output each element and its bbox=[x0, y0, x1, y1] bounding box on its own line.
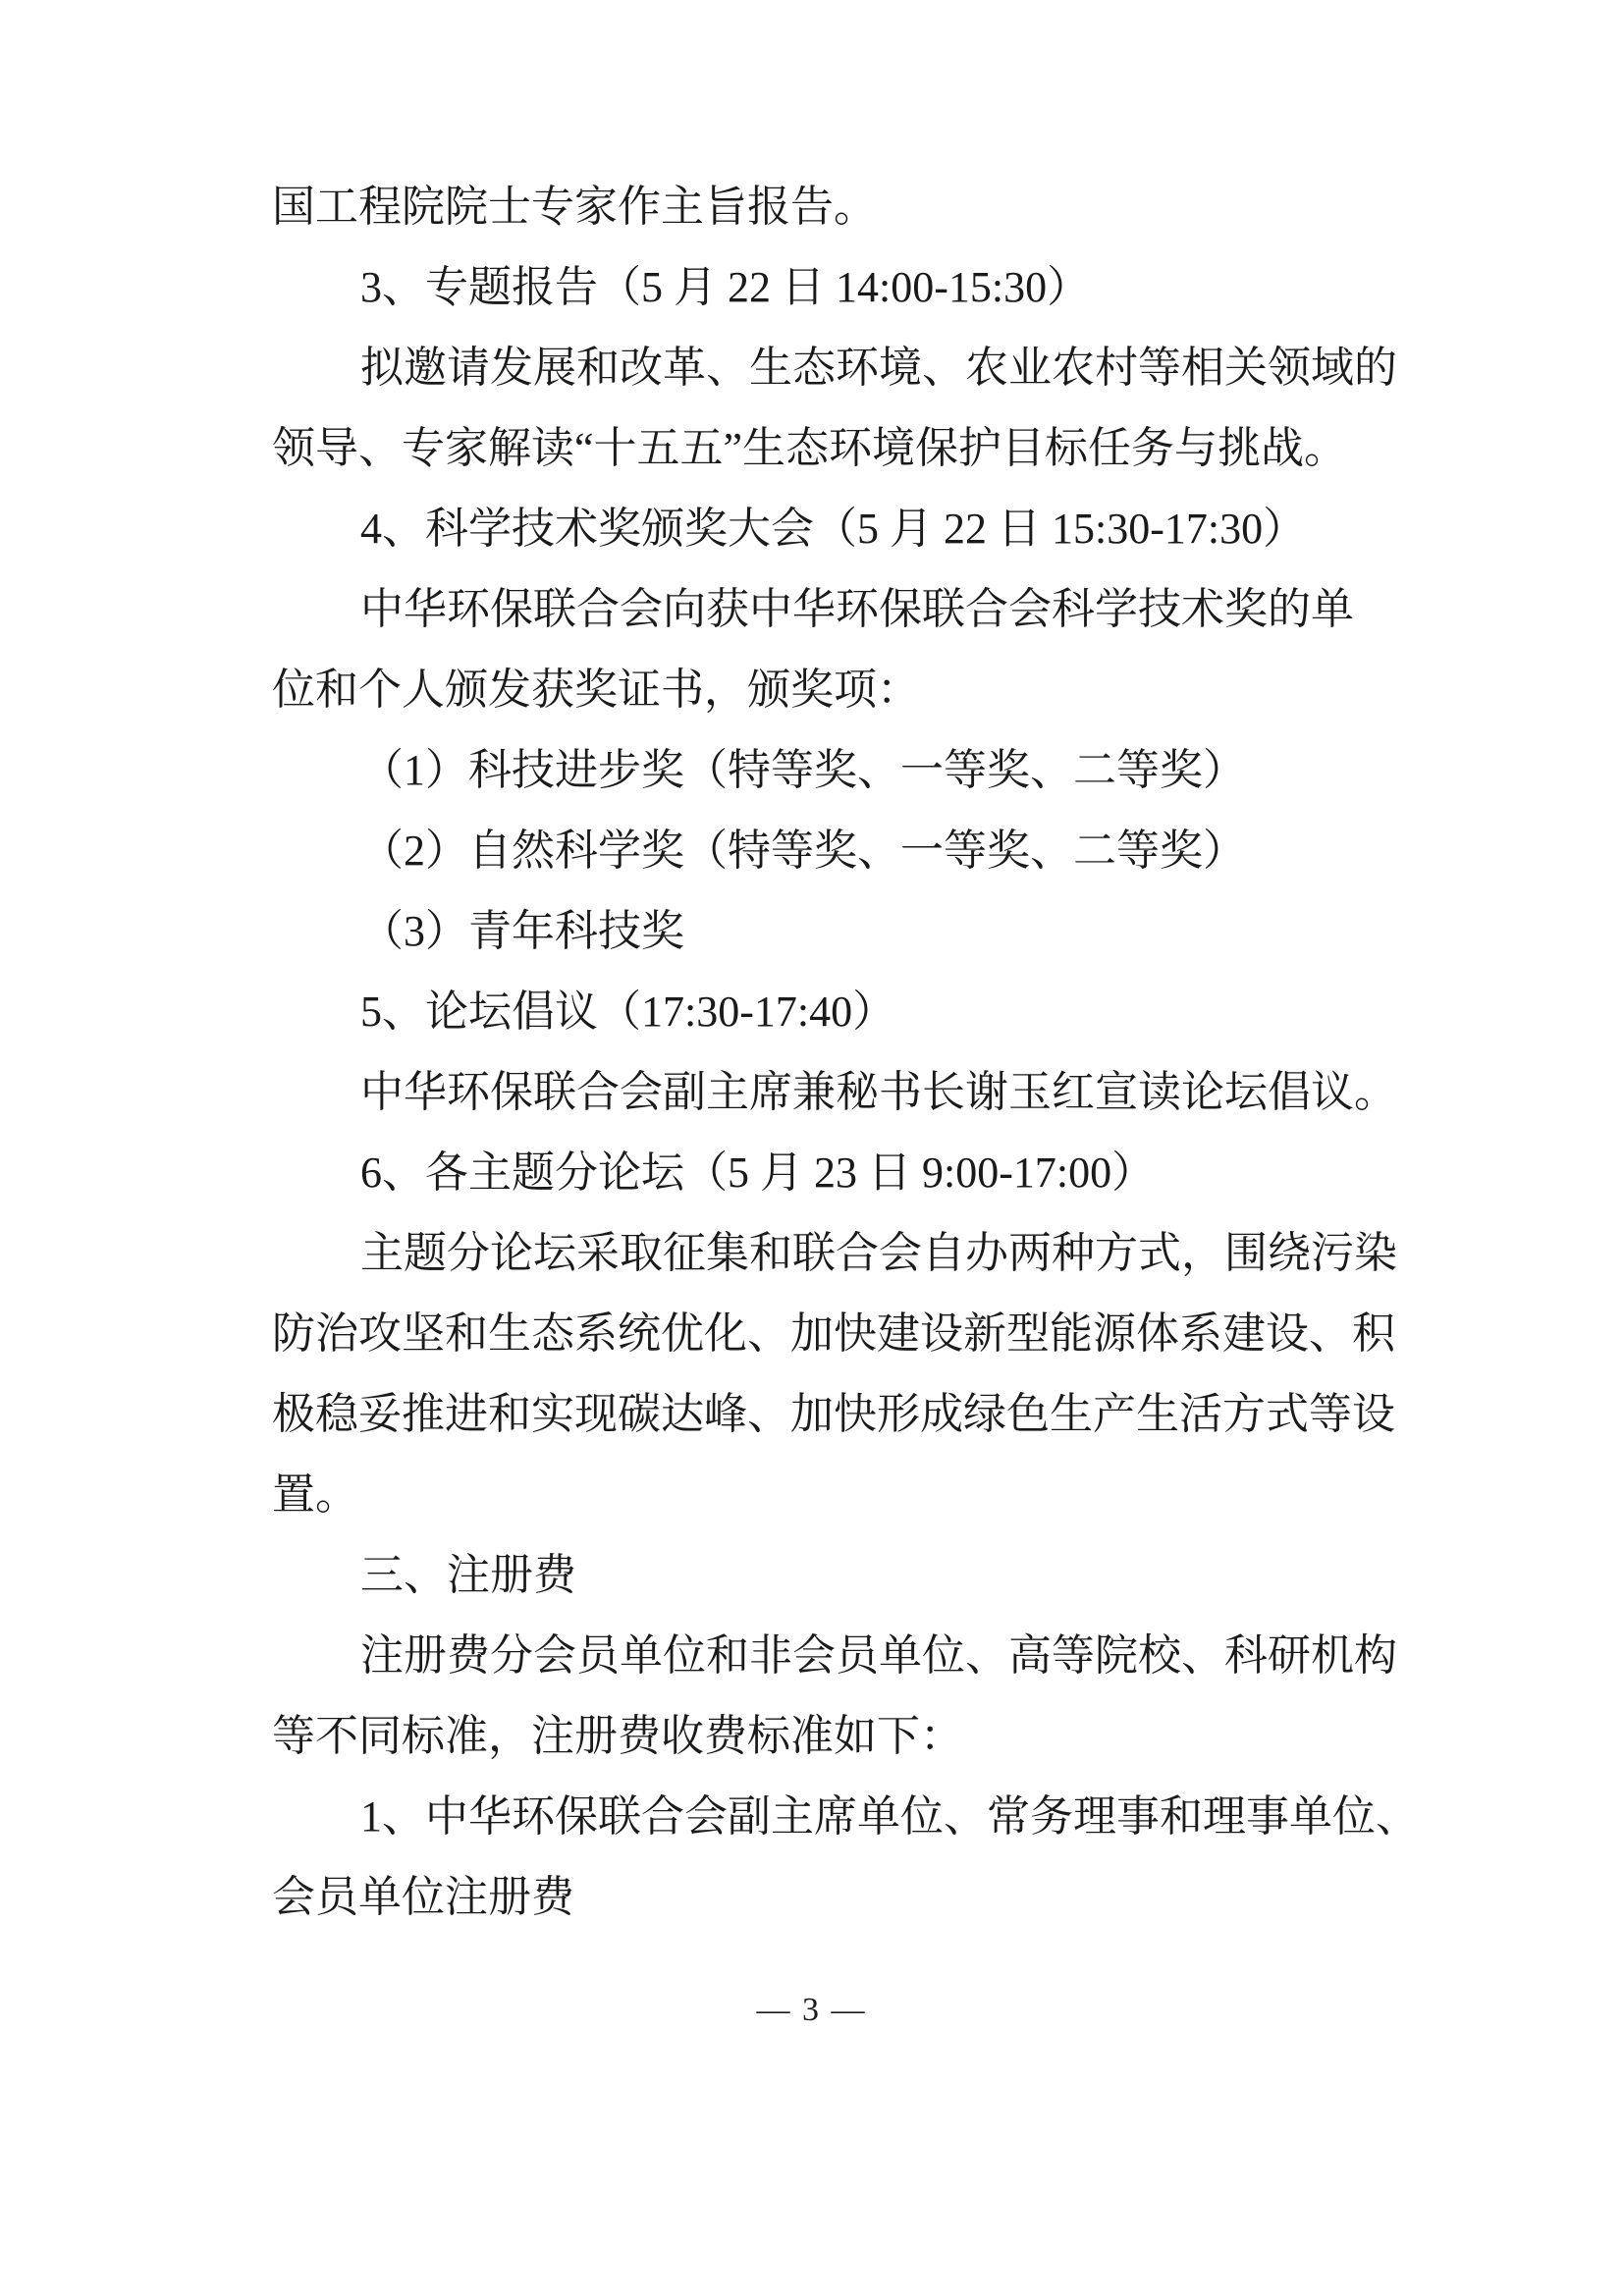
text-line: 防治攻坚和生态系统优化、加快建设新型能源体系建设、积 bbox=[272, 1309, 1395, 1358]
text-line: 主题分论坛采取征集和联合会自办两种方式，围绕污染 bbox=[360, 1229, 1397, 1277]
text-line: 注册费分会员单位和非会员单位、高等院校、科研机构 bbox=[360, 1631, 1397, 1680]
text-line: 国工程院院士专家作主旨报告。 bbox=[272, 183, 877, 231]
text-line: 会员单位注册费 bbox=[272, 1873, 574, 1921]
text-line: 6、各主题分论坛（5 月 23 日 9:00-17:00） bbox=[360, 1148, 1156, 1197]
text-line: （2）自然科学奖（特等奖、一等奖、二等奖） bbox=[360, 827, 1246, 875]
document-body bbox=[272, 167, 1419, 1938]
text-line: 5、论坛倡议（17:30-17:40） bbox=[360, 988, 896, 1036]
text-line: （1）科技进步奖（特等奖、一等奖、二等奖） bbox=[360, 746, 1246, 794]
text-line: 极稳妥推进和实现碳达峰、加快形成绿色生产生活方式等设 bbox=[272, 1390, 1395, 1438]
text-line: 拟邀请发展和改革、生态环境、农业农村等相关领域的 bbox=[360, 344, 1397, 392]
text-line: 中华环保联合会向获中华环保联合会科学技术奖的单 bbox=[360, 585, 1354, 633]
text-line: 位和个人颁发获奖证书，颁奖项： bbox=[272, 666, 920, 714]
text-line: 领导、专家解读“十五五”生态环境保护目标任务与挑战。 bbox=[272, 424, 1348, 472]
text-line: 等不同标准，注册费收费标准如下： bbox=[272, 1712, 963, 1760]
text-line: 中华环保联合会副主席兼秘书长谢玉红宣读论坛倡议。 bbox=[360, 1068, 1397, 1116]
text-line: 4、科学技术奖颁奖大会（5 月 22 日 15:30-17:30） bbox=[360, 505, 1307, 553]
text-line: 置。 bbox=[272, 1470, 358, 1519]
page-number: — 3 — bbox=[756, 1992, 867, 2028]
section-heading: 三、注册费 bbox=[360, 1551, 576, 1599]
text-line: 3、专题报告（5 月 22 日 14:00-15:30） bbox=[360, 263, 1091, 311]
text-line: （3）青年科技奖 bbox=[360, 907, 684, 955]
text-line: 1、中华环保联合会副主席单位、常务理事和理事单位、 bbox=[360, 1792, 1419, 1841]
